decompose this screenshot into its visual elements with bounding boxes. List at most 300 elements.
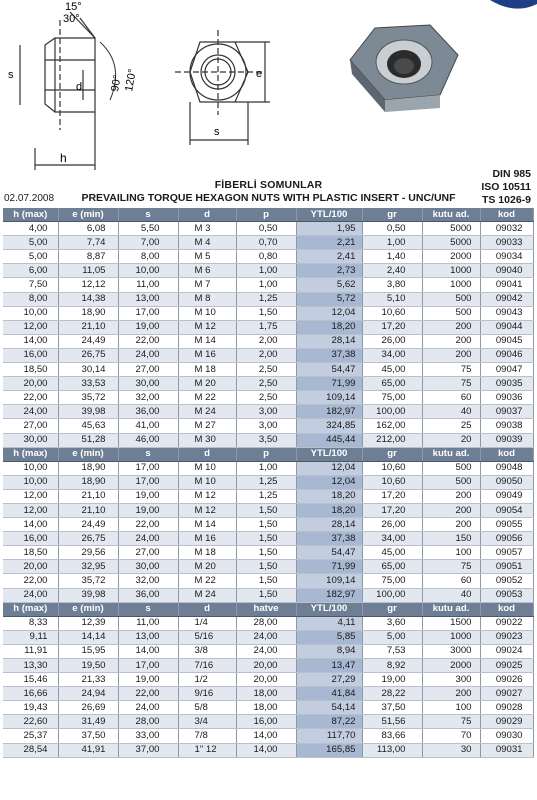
table-cell: M 22 [178, 574, 236, 588]
table-cell: M 14 [178, 518, 236, 532]
table-cell: 33,53 [58, 377, 118, 391]
table-cell: 113,00 [362, 743, 422, 757]
table-cell: 37,38 [296, 532, 362, 546]
table-cell: M 5 [178, 250, 236, 264]
table-cell: 21,10 [58, 503, 118, 517]
table-cell: 16,00 [3, 532, 58, 546]
standard-din: DIN 985 [492, 168, 531, 180]
table-cell: 100 [422, 546, 480, 560]
table-cell: 10,60 [362, 475, 422, 489]
table-cell: 11,00 [118, 616, 178, 630]
table-cell: 15,46 [3, 673, 58, 687]
table-cell: 1,95 [296, 222, 362, 236]
table-cell: 17,20 [362, 320, 422, 334]
table-cell: 24,00 [3, 588, 58, 602]
column-header: h (max) [3, 602, 58, 616]
table-cell: 11,00 [118, 278, 178, 292]
dim-s-side-label: s [8, 69, 14, 81]
table-cell: 1,25 [236, 489, 296, 503]
standard-ts: TS 1026-9 [481, 194, 531, 206]
table-cell: 11,91 [3, 644, 58, 658]
table-cell: 11,05 [58, 264, 118, 278]
angle-15-label: 15° [65, 1, 82, 13]
table-cell: 13,30 [3, 659, 58, 673]
table-row [3, 729, 533, 743]
column-header: kod [480, 447, 533, 461]
table-row [3, 644, 533, 658]
table-cell: 09054 [480, 503, 533, 517]
column-header: e (min) [58, 447, 118, 461]
front-view-drawing [175, 30, 270, 145]
column-header: kod [480, 208, 533, 222]
table-cell: 30,00 [118, 560, 178, 574]
table-cell: 32,00 [118, 574, 178, 588]
table-cell: 182,97 [296, 588, 362, 602]
table-row [3, 673, 533, 687]
column-header: gr [362, 602, 422, 616]
table-cell: M 22 [178, 391, 236, 405]
table-cell: 75,00 [362, 574, 422, 588]
table-cell: 39,98 [58, 588, 118, 602]
table-cell: M 20 [178, 377, 236, 391]
table-cell: 22,60 [3, 715, 58, 729]
table-header-block [0, 168, 537, 208]
table-cell: 200 [422, 503, 480, 517]
table-cell: 1,40 [362, 250, 422, 264]
angle-30-label: 30° [63, 13, 80, 25]
table-cell: 17,20 [362, 503, 422, 517]
table-cell: 16,00 [236, 715, 296, 729]
table-header-row [3, 208, 533, 222]
table-cell: 1/2 [178, 673, 236, 687]
table-cell: 09049 [480, 489, 533, 503]
table-cell: 09045 [480, 334, 533, 348]
table-cell: 500 [422, 475, 480, 489]
table-cell: 445,44 [296, 433, 362, 447]
table-cell: 26,75 [58, 348, 118, 362]
table-row [3, 475, 533, 489]
table-cell: 19,00 [118, 503, 178, 517]
table-cell: 54,47 [296, 546, 362, 560]
column-header: s [118, 602, 178, 616]
table-row [3, 334, 533, 348]
column-header: kod [480, 602, 533, 616]
table-cell: 3,80 [362, 278, 422, 292]
table-cell: 0,50 [236, 222, 296, 236]
table-cell: M 7 [178, 278, 236, 292]
table-cell: 16,00 [3, 348, 58, 362]
table-cell: 70 [422, 729, 480, 743]
table-cell: M 12 [178, 320, 236, 334]
table-cell: 5,00 [3, 236, 58, 250]
table-cell: 09026 [480, 673, 533, 687]
dim-e-label: e [256, 68, 263, 80]
nut-photo [350, 25, 458, 112]
table-cell: 87,22 [296, 715, 362, 729]
table-cell: 22,00 [118, 687, 178, 701]
table-cell: 10,60 [362, 306, 422, 320]
table-cell: 2000 [422, 250, 480, 264]
table-cell: 32,95 [58, 560, 118, 574]
table-cell: 60 [422, 574, 480, 588]
table-cell: 3,60 [362, 616, 422, 630]
table-cell: 71,99 [296, 560, 362, 574]
table-cell: 13,47 [296, 659, 362, 673]
table-cell: 12,00 [3, 320, 58, 334]
table-cell: 2,50 [236, 363, 296, 377]
column-header: gr [362, 208, 422, 222]
table-cell: 162,00 [362, 419, 422, 433]
table-cell: 3,00 [236, 405, 296, 419]
table-cell: 09033 [480, 236, 533, 250]
table-cell: 34,00 [362, 348, 422, 362]
table-cell: 8,94 [296, 644, 362, 658]
table-cell: 75 [422, 715, 480, 729]
table-cell: 12,04 [296, 306, 362, 320]
table-row [3, 363, 533, 377]
table-row [3, 292, 533, 306]
table-row [3, 461, 533, 475]
table-cell: 10,00 [3, 461, 58, 475]
table-cell: 16,66 [3, 687, 58, 701]
table-cell: 26,75 [58, 532, 118, 546]
table-cell: 09022 [480, 616, 533, 630]
standard-iso: ISO 10511 [481, 181, 531, 193]
table-cell: 1000 [422, 264, 480, 278]
table-cell: 19,00 [362, 673, 422, 687]
table-cell: 14,00 [118, 644, 178, 658]
table-cell: 39,98 [58, 405, 118, 419]
table-cell: 20,00 [236, 673, 296, 687]
table-cell: 500 [422, 306, 480, 320]
table-cell: 1,50 [236, 574, 296, 588]
table-cell: 19,00 [118, 673, 178, 687]
table-cell: 41,84 [296, 687, 362, 701]
table-cell: M 12 [178, 503, 236, 517]
table-cell: 28,00 [236, 616, 296, 630]
table-cell: 09028 [480, 701, 533, 715]
column-header: kutu ad. [422, 208, 480, 222]
table-cell: 27,00 [118, 546, 178, 560]
table-cell: 41,91 [58, 743, 118, 757]
table-cell: 500 [422, 292, 480, 306]
table-cell: 22,00 [3, 391, 58, 405]
table-row [3, 532, 533, 546]
table-cell: 18,90 [58, 461, 118, 475]
table-cell: 09048 [480, 461, 533, 475]
table-cell: 109,14 [296, 391, 362, 405]
table-cell: 09050 [480, 475, 533, 489]
table-cell: 6,00 [3, 264, 58, 278]
column-header: kutu ad. [422, 602, 480, 616]
column-header: gr [362, 447, 422, 461]
table-cell: 1,50 [236, 588, 296, 602]
table-cell: 18,20 [296, 503, 362, 517]
table-cell: 37,50 [362, 701, 422, 715]
table-cell: M 24 [178, 405, 236, 419]
table-cell: 75 [422, 560, 480, 574]
table-cell: 54,47 [296, 363, 362, 377]
corner-logo-decor [490, 0, 537, 9]
table-cell: 12,04 [296, 461, 362, 475]
table-cell: 36,00 [118, 588, 178, 602]
table-cell: 3/4 [178, 715, 236, 729]
table-cell: 200 [422, 334, 480, 348]
table-cell: 19,00 [118, 489, 178, 503]
table-cell: 51,56 [362, 715, 422, 729]
table-cell: 182,97 [296, 405, 362, 419]
column-header: s [118, 208, 178, 222]
table-cell: 5000 [422, 222, 480, 236]
table-cell: 09027 [480, 687, 533, 701]
table-cell: 1,00 [236, 278, 296, 292]
table-row [3, 574, 533, 588]
column-header: e (min) [58, 208, 118, 222]
table-cell: 35,72 [58, 391, 118, 405]
table-cell: 2,41 [296, 250, 362, 264]
technical-drawings [0, 0, 537, 178]
table-cell: 1,50 [236, 560, 296, 574]
table-row [3, 405, 533, 419]
table-cell: 24,94 [58, 687, 118, 701]
table-header-row [3, 602, 533, 616]
table-cell: 150 [422, 532, 480, 546]
table-cell: 20 [422, 433, 480, 447]
table-cell: 0,70 [236, 236, 296, 250]
table-cell: 45,00 [362, 363, 422, 377]
table-cell: 28,14 [296, 334, 362, 348]
table-cell: M 4 [178, 236, 236, 250]
table-cell: 37,50 [58, 729, 118, 743]
table-cell: 1,50 [236, 532, 296, 546]
table-cell: 40 [422, 405, 480, 419]
table-cell: 30 [422, 743, 480, 757]
table-cell: 28,14 [296, 518, 362, 532]
table-cell: 09032 [480, 222, 533, 236]
table-cell: 9/16 [178, 687, 236, 701]
table-row [3, 419, 533, 433]
dim-h-label: h [60, 151, 67, 165]
table-cell: 2,00 [236, 334, 296, 348]
table-cell: 5,62 [296, 278, 362, 292]
table-cell: 17,00 [118, 461, 178, 475]
table-cell: 41,00 [118, 419, 178, 433]
table-cell: 18,00 [236, 701, 296, 715]
table-cell: 09024 [480, 644, 533, 658]
table-cell: 19,50 [58, 659, 118, 673]
table-cell: 7,50 [3, 278, 58, 292]
table-cell: 3,50 [236, 433, 296, 447]
table-cell: 200 [422, 687, 480, 701]
table-cell: 5000 [422, 236, 480, 250]
table-row [3, 687, 533, 701]
table-header-row [3, 447, 533, 461]
table-cell: 12,12 [58, 278, 118, 292]
table-cell: 2,00 [236, 348, 296, 362]
column-header: d [178, 602, 236, 616]
table-cell: 10,60 [362, 461, 422, 475]
table-cell: 46,00 [118, 433, 178, 447]
table-cell: 18,50 [3, 546, 58, 560]
table-cell: 18,00 [236, 687, 296, 701]
table-cell: 0,80 [236, 250, 296, 264]
table-cell: 09043 [480, 306, 533, 320]
table-cell: 2,40 [362, 264, 422, 278]
table-cell: 32,00 [118, 391, 178, 405]
table-cell: 8,00 [3, 292, 58, 306]
table-cell: 09041 [480, 278, 533, 292]
table-cell: 65,00 [362, 560, 422, 574]
dim-s-front-label: s [214, 126, 220, 138]
table-cell: 165,85 [296, 743, 362, 757]
table-cell: 12,04 [296, 475, 362, 489]
table-row [3, 391, 533, 405]
table-cell: 37,38 [296, 348, 362, 362]
table-cell: 09040 [480, 264, 533, 278]
table-cell: 10,00 [3, 475, 58, 489]
table-cell: 24,00 [3, 405, 58, 419]
table-cell: 28,22 [362, 687, 422, 701]
table-cell: M 20 [178, 560, 236, 574]
table-cell: 7,74 [58, 236, 118, 250]
table-cell: 09042 [480, 292, 533, 306]
column-header: YTL/100 [296, 447, 362, 461]
table-cell: 09039 [480, 433, 533, 447]
table-cell: 1000 [422, 630, 480, 644]
table-row [3, 503, 533, 517]
table-cell: 22,00 [118, 518, 178, 532]
table-cell: 14,00 [3, 334, 58, 348]
table-row [3, 222, 533, 236]
table-cell: 24,00 [236, 644, 296, 658]
table-row [3, 489, 533, 503]
table-cell: 30,00 [118, 377, 178, 391]
table-cell: 5/8 [178, 701, 236, 715]
table-cell: 28,00 [118, 715, 178, 729]
table-cell: 20,00 [3, 377, 58, 391]
table-row [3, 659, 533, 673]
table-cell: M 30 [178, 433, 236, 447]
table-cell: 60 [422, 391, 480, 405]
table-cell: 33,00 [118, 729, 178, 743]
table-cell: 09053 [480, 588, 533, 602]
table-cell: 40 [422, 588, 480, 602]
table-cell: 8,33 [3, 616, 58, 630]
table-cell: 1500 [422, 616, 480, 630]
title-turkish: FİBERLİ SOMUNLAR [214, 179, 323, 191]
table-cell: 300 [422, 673, 480, 687]
table-cell: 17,20 [362, 489, 422, 503]
table-cell: 09052 [480, 574, 533, 588]
table-cell: 09035 [480, 377, 533, 391]
table-cell: 22,00 [3, 574, 58, 588]
column-header: h (max) [3, 208, 58, 222]
table-row [3, 236, 533, 250]
table-row [3, 348, 533, 362]
table-cell: 09046 [480, 348, 533, 362]
table-cell: 3,00 [236, 419, 296, 433]
table-cell: M 10 [178, 475, 236, 489]
table-cell: 21,33 [58, 673, 118, 687]
table-cell: 200 [422, 489, 480, 503]
table-cell: 200 [422, 320, 480, 334]
table-row [3, 560, 533, 574]
table-cell: 12,00 [3, 503, 58, 517]
table-cell: 5,50 [118, 222, 178, 236]
table-cell: 09056 [480, 532, 533, 546]
table-cell: M 16 [178, 532, 236, 546]
table-cell: 3/8 [178, 644, 236, 658]
table-cell: 28,54 [3, 743, 58, 757]
table-cell: 500 [422, 461, 480, 475]
table-cell: 12,00 [3, 489, 58, 503]
table-cell: 10,00 [118, 264, 178, 278]
table-cell: 09034 [480, 250, 533, 264]
table-cell: 1000 [422, 278, 480, 292]
table-cell: 21,10 [58, 489, 118, 503]
table-cell: 13,00 [118, 630, 178, 644]
table-row [3, 616, 533, 630]
table-cell: 09031 [480, 743, 533, 757]
table-cell: M 18 [178, 546, 236, 560]
column-header: hatve [236, 602, 296, 616]
table-cell: 24,00 [118, 532, 178, 546]
table-cell: 17,00 [118, 659, 178, 673]
table-row [3, 743, 533, 757]
table-cell: 5,00 [3, 250, 58, 264]
table-cell: 19,00 [118, 320, 178, 334]
table-cell: 2,21 [296, 236, 362, 250]
table-cell: 1,50 [236, 306, 296, 320]
table-row [3, 546, 533, 560]
table-cell: 4,00 [3, 222, 58, 236]
table-cell: 29,56 [58, 546, 118, 560]
table-cell: 24,00 [118, 348, 178, 362]
table-cell: 18,50 [3, 363, 58, 377]
table-cell: 1,00 [362, 236, 422, 250]
table-row [3, 433, 533, 447]
table-cell: 09029 [480, 715, 533, 729]
side-view-drawing [20, 12, 95, 170]
table-row [3, 278, 533, 292]
table-cell: 5,72 [296, 292, 362, 306]
table-cell: 212,00 [362, 433, 422, 447]
table-cell: M 8 [178, 292, 236, 306]
table-cell: 24,00 [118, 701, 178, 715]
table-cell: 1/4 [178, 616, 236, 630]
table-cell: 09055 [480, 518, 533, 532]
column-header: kutu ad. [422, 447, 480, 461]
table-cell: 09057 [480, 546, 533, 560]
table-cell: 09036 [480, 391, 533, 405]
table-cell: 7,00 [118, 236, 178, 250]
table-row [3, 377, 533, 391]
table-cell: 14,00 [236, 729, 296, 743]
angle-90-label: 90° [109, 74, 124, 93]
table-cell: 200 [422, 518, 480, 532]
table-cell: 1,00 [236, 264, 296, 278]
table-cell: 26,00 [362, 518, 422, 532]
table-cell: 27,00 [3, 419, 58, 433]
table-cell: 6,08 [58, 222, 118, 236]
table-cell: 24,49 [58, 518, 118, 532]
table-cell: 117,70 [296, 729, 362, 743]
table-cell: 45,00 [362, 546, 422, 560]
table-cell: 75,00 [362, 391, 422, 405]
table-cell: 2000 [422, 659, 480, 673]
table-cell: 1,75 [236, 320, 296, 334]
table-cell: 22,00 [118, 334, 178, 348]
